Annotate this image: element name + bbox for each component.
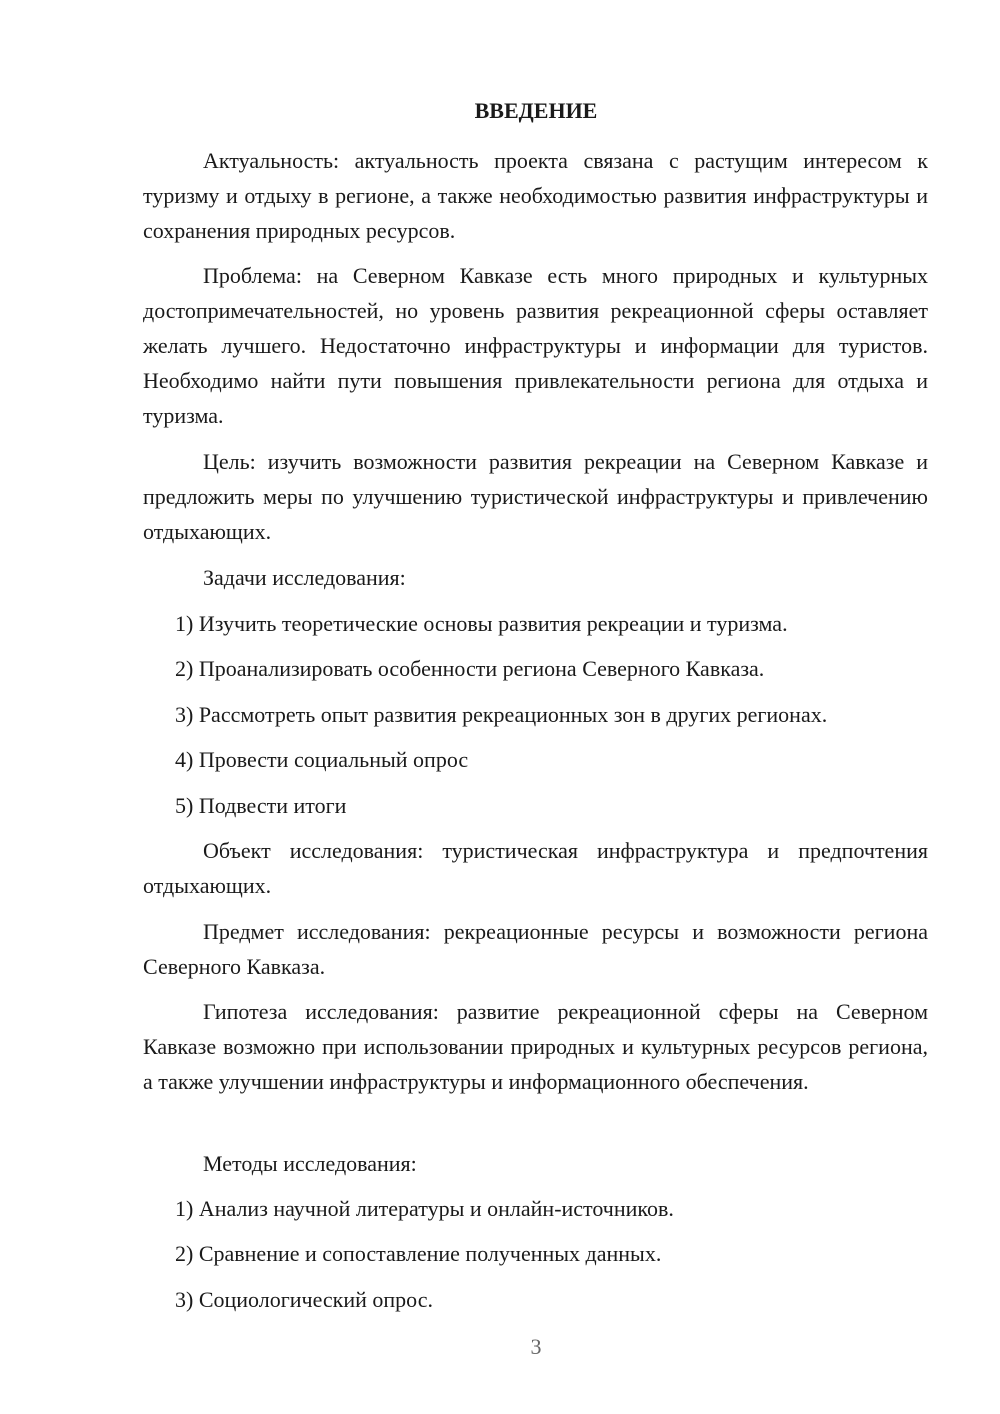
methods-label: Методы исследования: — [203, 1151, 417, 1176]
object-paragraph: Объект исследования: туристическая инфраструктура и предпочтения отдыхающих. — [143, 838, 928, 898]
method-item: 1) Анализ научной литературы и онлайн-источников. — [175, 1196, 674, 1221]
goal-paragraph: Цель: изучить возможности развития рекреации на Северном Кавказе и предложить меры по улучшению туристической инфраструктуры и привлечению отдыхающих. — [143, 449, 928, 544]
relevance-paragraph: Актуальность: актуальность проекта связана с растущим интересом к туризму и отдыху в регионе, а также необходимостью развития инфраструктуры и сохранения природных ресурсов. — [143, 148, 928, 243]
task-item: 1) Изучить теоретические основы развития рекреации и туризма. — [175, 611, 788, 636]
tasks-label: Задачи исследования: — [203, 565, 406, 590]
task-item: 3) Рассмотреть опыт развития рекреационных зон в других регионах. — [175, 702, 828, 727]
hypothesis-paragraph: Гипотеза исследования: развитие рекреационной сферы на Северном Кавказе возможно при использовании природных и культурных ресурсов региона, а также улучшении инфраструктуры и информационного обеспечения. — [143, 999, 928, 1094]
task-item: 4) Провести социальный опрос — [175, 747, 469, 772]
method-item: 3) Социологический опрос. — [175, 1287, 433, 1312]
task-item: 5) Подвести итоги — [175, 793, 347, 818]
section-heading: ВВЕДЕНИЕ — [474, 98, 598, 123]
method-item: 2) Сравнение и сопоставление полученных данных. — [175, 1241, 662, 1266]
task-item: 2) Проанализировать особенности региона Северного Кавказа. — [175, 656, 765, 681]
subject-paragraph: Предмет исследования: рекреационные ресурсы и возможности региона Северного Кавказа. — [143, 919, 928, 979]
problem-paragraph: Проблема: на Северном Кавказе есть много природных и культурных достопримечательностей, но уровень развития рекреационной сферы оставляет желать лучшего. Недостаточно инфраструктуры и информации для туристов. Необходимо найти пути повышения привлекательности региона для отдыха и туризма. — [143, 263, 928, 428]
page-number: 3 — [530, 1334, 542, 1359]
